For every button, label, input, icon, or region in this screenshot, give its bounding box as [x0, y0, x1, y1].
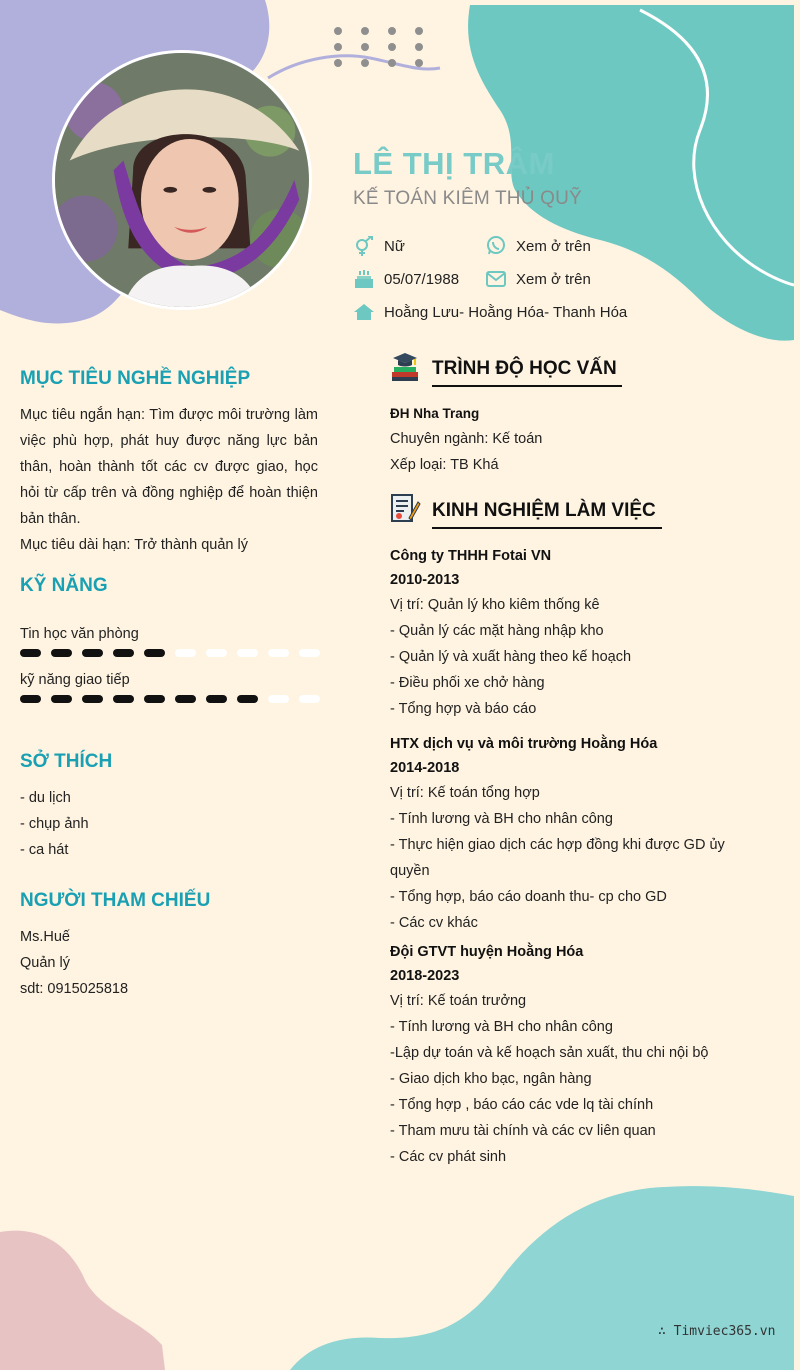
job-line: Vị trí: Kế toán trưởng [390, 993, 527, 1009]
rating-dot-filled [82, 649, 103, 657]
reference-phone: sdt: 0915025818 [20, 981, 129, 997]
home-icon [353, 302, 375, 322]
education-rank: Xếp loại: TB Khá [390, 457, 499, 473]
skill-rating-0 [20, 649, 320, 657]
job-period: 2014-2018 [390, 760, 460, 776]
references-list [20, 924, 128, 1002]
objective-short-term: Mục tiêu ngắn hạn: Tìm được môi trường làm việc phù hợp, phát huy được năng lực bản thân, hoàn thành tốt các cv được giao, học hỏi từ cấp trên và đồng nghiệp để hoàn thiện bản thân. [20, 407, 318, 527]
job-line: - Quản lý các mặt hàng nhập kho [390, 623, 604, 639]
objective-heading: MỤC TIÊU NGHỀ NGHIỆP [20, 368, 251, 389]
hobbies-list [20, 785, 89, 863]
job-period: 2010-2013 [390, 572, 460, 588]
job-line: - Tính lương và BH cho nhân công [390, 811, 613, 827]
graduation-books-icon [389, 350, 421, 382]
job-line: - Điều phối xe chở hàng [390, 675, 545, 691]
rating-dot-filled [175, 695, 196, 703]
job-company: Đội GTVT huyện Hoằng Hóa [390, 944, 584, 960]
reference-name: Ms.Huế [20, 929, 70, 945]
list-item: - chụp ảnh [20, 816, 89, 832]
document-pen-icon [389, 492, 421, 524]
rating-dot-filled [237, 695, 258, 703]
candidate-name: LÊ THỊ TRÂM [353, 146, 555, 181]
job-entry [390, 544, 790, 722]
job-line: - Tính lương và BH cho nhân công [390, 1019, 613, 1035]
job-line: - Các cv phát sinh [390, 1149, 507, 1165]
watermark-text: Timviec365.vn [673, 1324, 776, 1339]
skill-label: Tin học văn phòng [20, 626, 139, 642]
skill-rating-1 [20, 695, 320, 703]
job-line: Vị trí: Kế toán tổng hợp [390, 785, 540, 801]
reference-position: Quản lý [20, 955, 70, 971]
rating-dot-filled [113, 695, 134, 703]
objective-long-term: Mục tiêu dài hạn: Trở thành quản lý [20, 537, 248, 553]
job-company: HTX dịch vụ và môi trường Hoằng Hóa [390, 736, 658, 752]
job-line: - Tổng hợp và báo cáo [390, 701, 537, 717]
job-line: - Thực hiện giao dịch các hợp đồng khi được GD ủy [390, 837, 725, 853]
list-item: - ca hát [20, 842, 69, 858]
avatar-portrait [55, 53, 309, 307]
phone-icon [485, 236, 507, 256]
mail-icon [485, 269, 507, 289]
avatar [52, 50, 312, 310]
education-major: Chuyên ngành: Kế toán [390, 431, 543, 447]
watermark-icon: ∴ [658, 1324, 674, 1339]
hobbies-heading: SỞ THÍCH [20, 751, 113, 772]
phone-text: Xem ở trên [516, 237, 591, 255]
job-line: quyền [390, 863, 430, 879]
address-text: Hoằng Lưu- Hoằng Hóa- Thanh Hóa [384, 303, 628, 321]
education-school: ĐH Nha Trang [390, 406, 480, 421]
skills-heading: KỸ NĂNG [20, 575, 108, 596]
watermark [658, 1324, 775, 1339]
rating-dot-empty [268, 649, 289, 657]
rating-dot-filled [51, 649, 72, 657]
objective-text [20, 402, 318, 558]
rating-dot-empty [175, 649, 196, 657]
rating-dot-empty [206, 649, 227, 657]
job-line: - Tổng hợp, báo cáo doanh thu- cp cho GD [390, 889, 667, 905]
rating-dot-filled [113, 649, 134, 657]
rating-dot-filled [20, 695, 41, 703]
job-line: - Các cv khác [390, 915, 478, 931]
rating-dot-filled [144, 695, 165, 703]
rating-dot-filled [20, 649, 41, 657]
job-line: - Tham mưu tài chính và các cv liên quan [390, 1123, 656, 1139]
email-row [485, 269, 591, 289]
rating-dot-filled [51, 695, 72, 703]
rating-dot-empty [299, 695, 320, 703]
job-period: 2018-2023 [390, 968, 460, 984]
list-item: - du lịch [20, 790, 71, 806]
rating-dot-filled [206, 695, 227, 703]
job-line: Vị trí: Quản lý kho kiêm thống kê [390, 597, 600, 613]
email-text: Xem ở trên [516, 270, 591, 288]
rating-dot-filled [82, 695, 103, 703]
gender-text: Nữ [384, 237, 405, 255]
education-heading: TRÌNH ĐỘ HỌC VẤN [432, 358, 622, 387]
job-line: - Giao dịch kho bạc, ngân hàng [390, 1071, 592, 1087]
job-company: Công ty THHH Fotai VN [390, 548, 552, 564]
rating-dot-empty [237, 649, 258, 657]
birthday-row [353, 269, 459, 289]
job-line: -Lập dự toán và kế hoạch sản xuất, thu chi nội bộ [390, 1045, 709, 1061]
job-line: - Tổng hợp , báo cáo các vde lq tài chính [390, 1097, 654, 1113]
references-heading: NGƯỜI THAM CHIẾU [20, 890, 211, 911]
gender-icon [353, 236, 375, 256]
experience-heading: KINH NGHIỆM LÀM VIỆC [432, 500, 662, 529]
birthday-text: 05/07/1988 [384, 270, 460, 288]
experience-list [390, 544, 790, 1170]
rating-dot-empty [299, 649, 320, 657]
rating-dot-empty [268, 695, 289, 703]
phone-row [485, 236, 591, 256]
job-line: - Quản lý và xuất hàng theo kế hoạch [390, 649, 632, 665]
skill-label: kỹ năng giao tiếp [20, 672, 130, 688]
job-entry [390, 940, 790, 1170]
job-entry [390, 732, 790, 936]
address-row [353, 302, 627, 322]
rating-dot-filled [144, 649, 165, 657]
cake-icon [353, 269, 375, 289]
gender-row [353, 236, 405, 256]
job-title: KẾ TOÁN KIÊM THỦ QUỸ [353, 188, 582, 209]
